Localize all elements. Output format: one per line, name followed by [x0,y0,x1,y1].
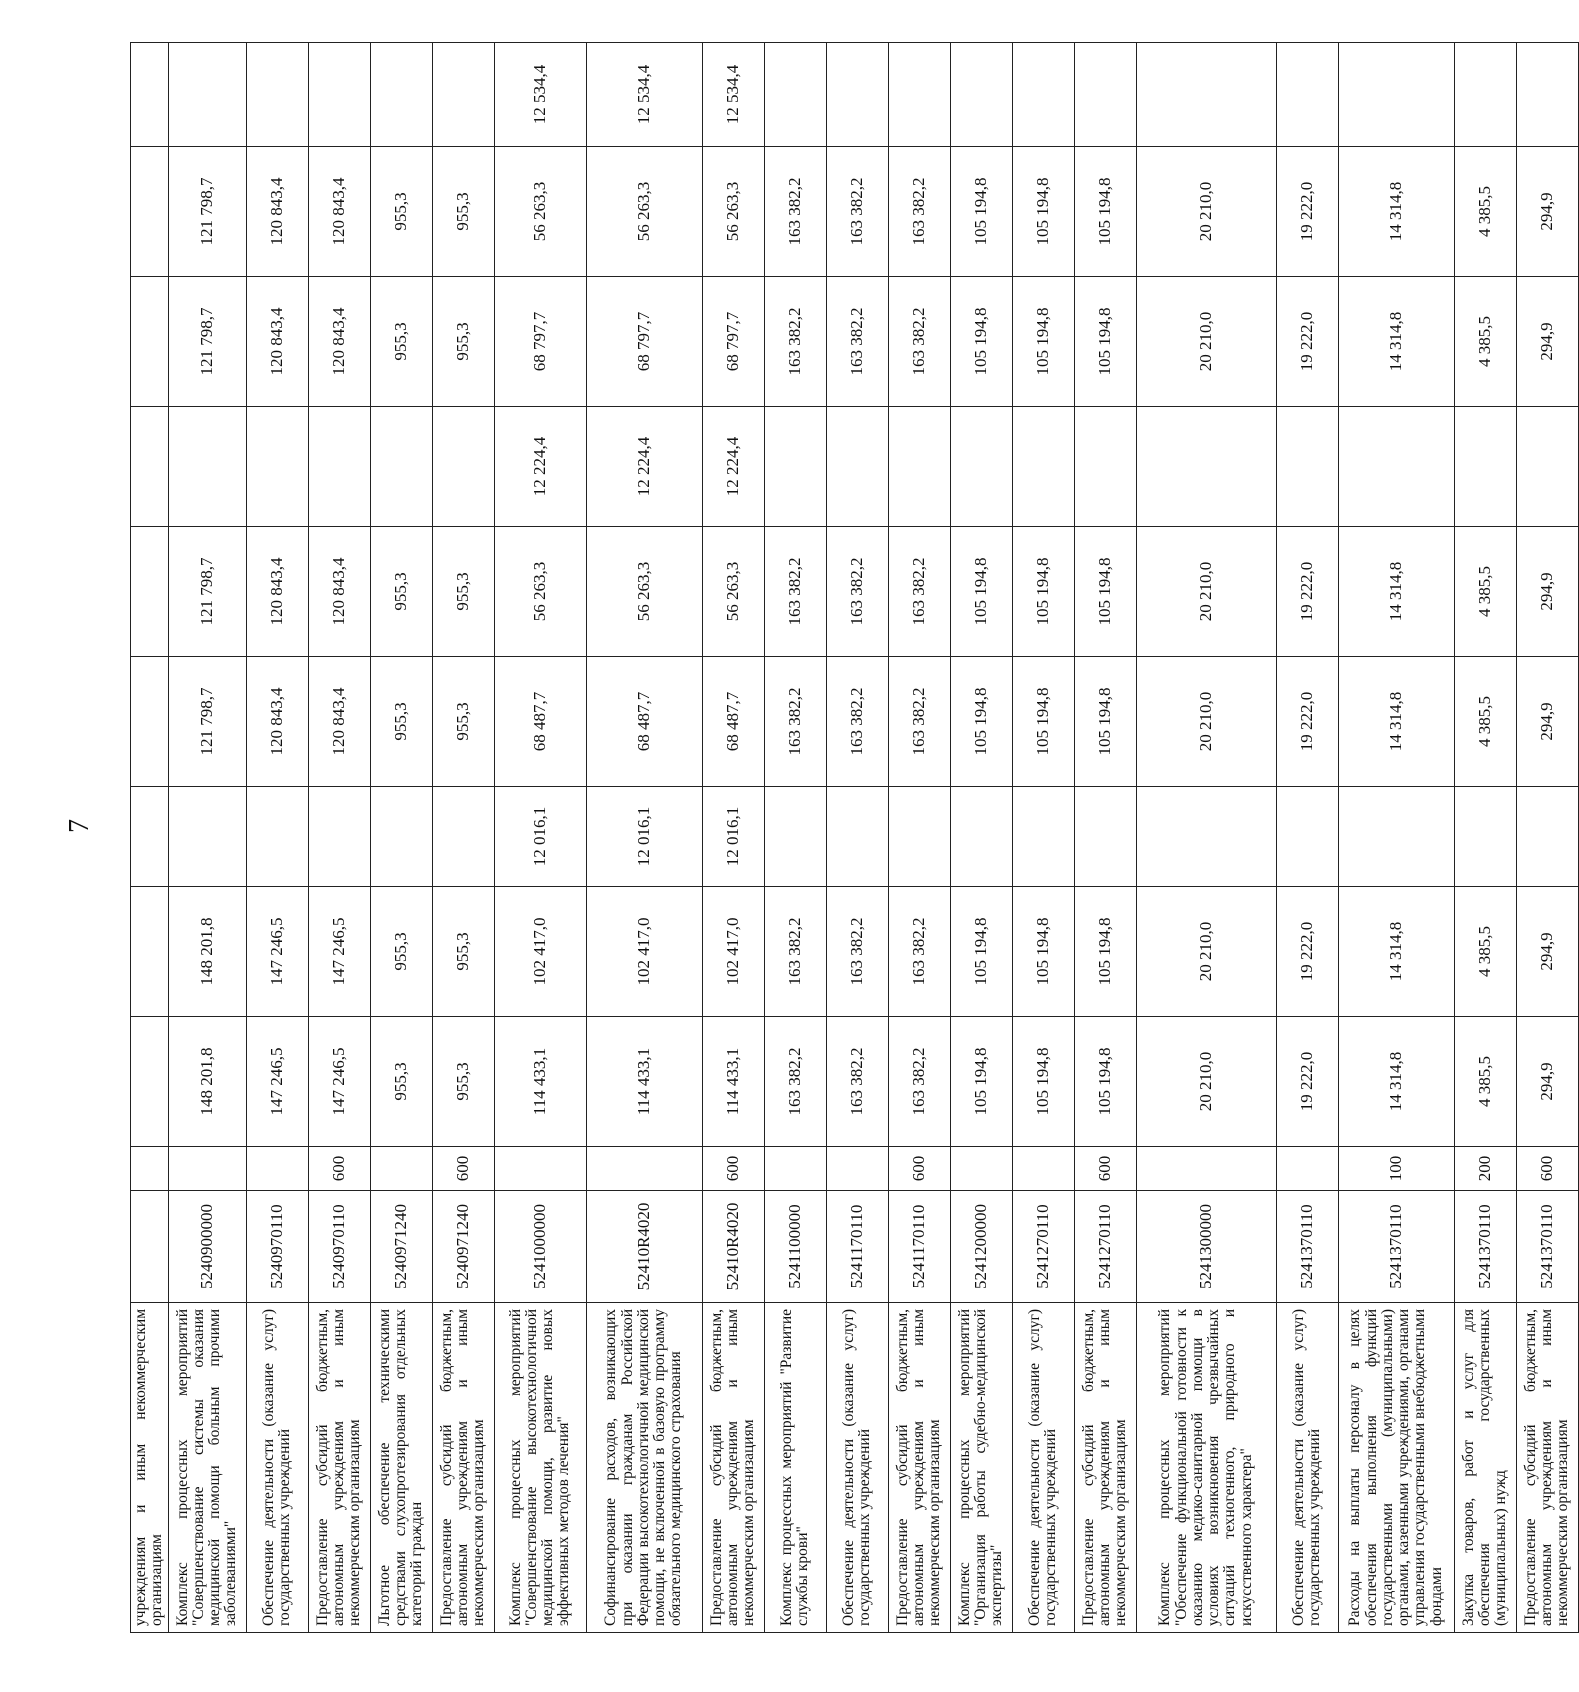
cell-c8: 120 843,4 [308,147,370,277]
cell-code: 5240971240 [432,1191,494,1303]
cell-code: 5240970110 [246,1191,308,1303]
cell-code: 5241300000 [1136,1191,1276,1303]
cell-c5: 955,3 [432,527,494,657]
cell-vr [168,1147,246,1191]
table-row [826,43,888,1633]
cell-c5: 294,9 [1516,527,1578,657]
cell-c2: 147 246,5 [246,887,308,1017]
budget-table [130,42,1579,1633]
cell-c3 [826,787,888,887]
cell-c5: 105 194,8 [950,527,1012,657]
cell-c1: 14 314,8 [1338,1017,1454,1147]
budget-table-frame [130,64,1572,1633]
cell-c3 [370,787,432,887]
cell-code: 5241100000 [764,1191,826,1303]
cell-c9 [1338,43,1454,147]
cell-c3 [131,787,169,887]
cell-c2 [131,887,169,1017]
cell-c7: 955,3 [432,277,494,407]
cell-c5: 14 314,8 [1338,527,1454,657]
cell-c1: 105 194,8 [1012,1017,1074,1147]
cell-c5: 105 194,8 [1012,527,1074,657]
cell-name: Обеспечение деятельности (оказание услуг) государственных учреждений [1012,1303,1074,1633]
cell-c1 [131,1017,169,1147]
cell-c8: 56 263,3 [586,147,702,277]
cell-c1: 163 382,2 [826,1017,888,1147]
cell-c3 [1454,787,1516,887]
cell-c6 [1136,407,1276,527]
cell-vr: 600 [888,1147,950,1191]
cell-c2: 105 194,8 [950,887,1012,1017]
cell-c7: 19 222,0 [1276,277,1338,407]
cell-c7: 68 797,7 [702,277,764,407]
cell-c4: 163 382,2 [764,657,826,787]
table-row [1012,43,1074,1633]
cell-c4: 105 194,8 [950,657,1012,787]
cell-c2: 148 201,8 [168,887,246,1017]
page-number: 7 [64,819,95,833]
cell-c2: 19 222,0 [1276,887,1338,1017]
cell-c9 [1012,43,1074,147]
cell-c3 [1074,787,1136,887]
cell-c6 [764,407,826,527]
cell-c3: 12 016,1 [494,787,586,887]
cell-c3 [308,787,370,887]
cell-c3 [1136,787,1276,887]
cell-c6 [1516,407,1578,527]
cell-c8: 105 194,8 [1012,147,1074,277]
cell-name: Комплекс процессных мероприятий "Совершенствование системы оказания медицинской помощи больным прочими заболеваниями" [168,1303,246,1633]
cell-vr [764,1147,826,1191]
table-row [308,43,370,1633]
cell-c5: 56 263,3 [702,527,764,657]
cell-name: Расходы на выплаты персоналу в целях обеспечения выполнения функций государственными (муниципальными) органами, казенными учреждениями, органами управления государственными внебюджетными фондами [1338,1303,1454,1633]
cell-c7: 14 314,8 [1338,277,1454,407]
cell-name: Софинансирование расходов, возникающих при оказании гражданам Российской Федерации высокотехнологичной медицинской помощи, не включенной в базовую программу обязательного медицинского страхования [586,1303,702,1633]
cell-c7: 68 797,7 [494,277,586,407]
cell-c2: 294,9 [1516,887,1578,1017]
cell-c2: 20 210,0 [1136,887,1276,1017]
cell-c1: 147 246,5 [308,1017,370,1147]
cell-vr [494,1147,586,1191]
cell-code: 5241370110 [1276,1191,1338,1303]
cell-c8: 4 385,5 [1454,147,1516,277]
cell-c4: 20 210,0 [1136,657,1276,787]
cell-c8: 163 382,2 [764,147,826,277]
cell-c1: 105 194,8 [950,1017,1012,1147]
cell-c4: 14 314,8 [1338,657,1454,787]
cell-c5: 56 263,3 [586,527,702,657]
cell-c4: 121 798,7 [168,657,246,787]
cell-c8: 14 314,8 [1338,147,1454,277]
cell-c2: 102 417,0 [586,887,702,1017]
cell-c8: 105 194,8 [1074,147,1136,277]
cell-c8 [131,147,169,277]
cell-c8: 20 210,0 [1136,147,1276,277]
cell-c5: 56 263,3 [494,527,586,657]
cell-c9 [826,43,888,147]
cell-name: Предоставление субсидий бюджетным, автономным учреждениям и иным некоммерческим организациям [432,1303,494,1633]
cell-c6 [308,407,370,527]
cell-c1: 955,3 [432,1017,494,1147]
cell-c4 [131,657,169,787]
cell-c1: 114 433,1 [586,1017,702,1147]
cell-c3: 12 016,1 [586,787,702,887]
cell-code: 5241370110 [1516,1191,1578,1303]
cell-vr: 600 [308,1147,370,1191]
cell-c3 [888,787,950,887]
cell-name: учреждениям и иным некоммерческим организациям [131,1303,169,1633]
cell-c2: 105 194,8 [1074,887,1136,1017]
cell-c1: 114 433,1 [702,1017,764,1147]
cell-c6 [1454,407,1516,527]
table-row [432,43,494,1633]
cell-c7: 105 194,8 [1012,277,1074,407]
cell-c5: 4 385,5 [1454,527,1516,657]
cell-c4: 163 382,2 [826,657,888,787]
cell-c7 [131,277,169,407]
cell-c1: 20 210,0 [1136,1017,1276,1147]
cell-c9 [1516,43,1578,147]
cell-c6: 12 224,4 [494,407,586,527]
cell-c8: 955,3 [432,147,494,277]
table-row [370,43,432,1633]
cell-vr: 600 [432,1147,494,1191]
cell-c7: 294,9 [1516,277,1578,407]
cell-c2: 163 382,2 [764,887,826,1017]
cell-name: Предоставление субсидий бюджетным, автономным учреждениям и иным некоммерческим организациям [702,1303,764,1633]
cell-c3 [764,787,826,887]
cell-c6 [432,407,494,527]
cell-c1: 163 382,2 [888,1017,950,1147]
cell-c9 [246,43,308,147]
cell-code [131,1191,169,1303]
table-row [168,43,246,1633]
cell-c4: 19 222,0 [1276,657,1338,787]
cell-c8: 56 263,3 [494,147,586,277]
cell-c6 [826,407,888,527]
cell-c7: 163 382,2 [764,277,826,407]
cell-c8: 294,9 [1516,147,1578,277]
cell-c9: 12 534,4 [586,43,702,147]
cell-name: Обеспечение деятельности (оказание услуг) государственных учреждений [246,1303,308,1633]
table-body [131,43,1579,1633]
table-row [1338,43,1454,1633]
cell-c1: 294,9 [1516,1017,1578,1147]
cell-vr [950,1147,1012,1191]
cell-c5: 163 382,2 [826,527,888,657]
cell-code: 5240900000 [168,1191,246,1303]
cell-vr [246,1147,308,1191]
cell-c9 [950,43,1012,147]
cell-c2: 955,3 [370,887,432,1017]
table-row [131,43,169,1633]
cell-vr [1276,1147,1338,1191]
cell-c9 [432,43,494,147]
cell-c7: 105 194,8 [1074,277,1136,407]
cell-code: 5240971240 [370,1191,432,1303]
cell-c5: 19 222,0 [1276,527,1338,657]
table-row [1074,43,1136,1633]
cell-c8: 56 263,3 [702,147,764,277]
cell-c8: 105 194,8 [950,147,1012,277]
cell-vr: 600 [1516,1147,1578,1191]
cell-c4: 68 487,7 [702,657,764,787]
cell-name: Комплекс процессных мероприятий "Развитие службы крови" [764,1303,826,1633]
cell-c1: 147 246,5 [246,1017,308,1147]
cell-c1: 955,3 [370,1017,432,1147]
cell-c1: 163 382,2 [764,1017,826,1147]
cell-c7: 163 382,2 [888,277,950,407]
cell-c5: 121 798,7 [168,527,246,657]
cell-c8: 120 843,4 [246,147,308,277]
cell-c2: 4 385,5 [1454,887,1516,1017]
cell-vr [370,1147,432,1191]
cell-c3 [246,787,308,887]
cell-vr [1136,1147,1276,1191]
cell-c8: 955,3 [370,147,432,277]
cell-c3 [1276,787,1338,887]
cell-c5: 120 843,4 [246,527,308,657]
cell-vr [826,1147,888,1191]
cell-c2: 955,3 [432,887,494,1017]
cell-c4: 163 382,2 [888,657,950,787]
cell-name: Предоставление субсидий бюджетным, автономным учреждениям и иным некоммерческим организациям [308,1303,370,1633]
cell-c3 [1012,787,1074,887]
cell-name: Льготное обеспечение техническими средствами слухопротезирования отдельных категорий граждан [370,1303,432,1633]
cell-c7: 163 382,2 [826,277,888,407]
cell-code: 5241370110 [1454,1191,1516,1303]
cell-c9: 12 534,4 [702,43,764,147]
cell-name: Предоставление субсидий бюджетным, автономным учреждениям и иным некоммерческим организациям [888,1303,950,1633]
cell-c3: 12 016,1 [702,787,764,887]
cell-c7: 4 385,5 [1454,277,1516,407]
table-row [586,43,702,1633]
cell-c3 [168,787,246,887]
cell-c4: 105 194,8 [1074,657,1136,787]
cell-c6: 12 224,4 [702,407,764,527]
cell-c4: 120 843,4 [246,657,308,787]
cell-c4: 955,3 [370,657,432,787]
cell-c7: 20 210,0 [1136,277,1276,407]
cell-c6 [950,407,1012,527]
cell-c1: 148 201,8 [168,1017,246,1147]
cell-c5: 120 843,4 [308,527,370,657]
table-row [888,43,950,1633]
cell-c2: 147 246,5 [308,887,370,1017]
cell-c7: 120 843,4 [308,277,370,407]
cell-name: Обеспечение деятельности (оказание услуг) государственных учреждений [1276,1303,1338,1633]
cell-c8: 19 222,0 [1276,147,1338,277]
table-row [764,43,826,1633]
cell-c4: 68 487,7 [494,657,586,787]
cell-c4: 955,3 [432,657,494,787]
cell-c2: 105 194,8 [1012,887,1074,1017]
table-row [1454,43,1516,1633]
cell-c7: 120 843,4 [246,277,308,407]
cell-code: 5241170110 [826,1191,888,1303]
cell-c6 [1074,407,1136,527]
cell-vr [131,1147,169,1191]
cell-c3 [1516,787,1578,887]
cell-c8: 121 798,7 [168,147,246,277]
cell-c9 [1136,43,1276,147]
table-row [1276,43,1338,1633]
cell-c2: 102 417,0 [494,887,586,1017]
table-row [950,43,1012,1633]
cell-code: 5241270110 [1074,1191,1136,1303]
cell-name: Закупка товаров, работ и услуг для обеспечения государственных (муниципальных) нужд [1454,1303,1516,1633]
cell-c9 [131,43,169,147]
cell-c9: 12 534,4 [494,43,586,147]
cell-vr: 600 [1074,1147,1136,1191]
cell-vr [586,1147,702,1191]
cell-c1: 4 385,5 [1454,1017,1516,1147]
cell-code: 5241000000 [494,1191,586,1303]
cell-vr: 200 [1454,1147,1516,1191]
cell-c3 [1338,787,1454,887]
cell-c2: 102 417,0 [702,887,764,1017]
cell-c2: 163 382,2 [826,887,888,1017]
cell-c6 [246,407,308,527]
cell-c2: 14 314,8 [1338,887,1454,1017]
cell-c1: 105 194,8 [1074,1017,1136,1147]
cell-c5 [131,527,169,657]
cell-code: 5241270110 [1012,1191,1074,1303]
table-row [702,43,764,1633]
cell-c1: 114 433,1 [494,1017,586,1147]
cell-code: 52410R4020 [586,1191,702,1303]
cell-c6 [168,407,246,527]
cell-c7: 68 797,7 [586,277,702,407]
cell-c9 [370,43,432,147]
cell-c6 [370,407,432,527]
cell-vr: 600 [702,1147,764,1191]
cell-code: 5240970110 [308,1191,370,1303]
cell-c4: 4 385,5 [1454,657,1516,787]
cell-c6 [888,407,950,527]
cell-c5: 20 210,0 [1136,527,1276,657]
cell-vr [1012,1147,1074,1191]
cell-c8: 163 382,2 [888,147,950,277]
cell-code: 5241200000 [950,1191,1012,1303]
cell-c9 [888,43,950,147]
cell-c9 [1074,43,1136,147]
cell-c4: 68 487,7 [586,657,702,787]
cell-c5: 163 382,2 [888,527,950,657]
cell-c7: 955,3 [370,277,432,407]
cell-name: Комплекс процессных мероприятий "Организация работы судебно-медицинской экспертизы" [950,1303,1012,1633]
cell-name: Предоставление субсидий бюджетным, автономным учреждениям и иным некоммерческим организациям [1074,1303,1136,1633]
table-row [1136,43,1276,1633]
cell-code: 52410R4020 [702,1191,764,1303]
cell-c3 [950,787,1012,887]
cell-c4: 294,9 [1516,657,1578,787]
cell-c6 [131,407,169,527]
cell-c5: 105 194,8 [1074,527,1136,657]
cell-c7: 121 798,7 [168,277,246,407]
cell-name: Комплекс процессных мероприятий "Совершенствование высокотехнологичной медицинской помощи, развитие новых эффективных методов лечения" [494,1303,586,1633]
cell-vr: 100 [1338,1147,1454,1191]
cell-c6 [1276,407,1338,527]
cell-name: Обеспечение деятельности (оказание услуг) государственных учреждений [826,1303,888,1633]
cell-c7: 105 194,8 [950,277,1012,407]
cell-c5: 163 382,2 [764,527,826,657]
table-row [1516,43,1578,1633]
table-row [494,43,586,1633]
cell-c9 [1454,43,1516,147]
cell-c5: 955,3 [370,527,432,657]
cell-c6: 12 224,4 [586,407,702,527]
cell-c4: 105 194,8 [1012,657,1074,787]
cell-c1: 19 222,0 [1276,1017,1338,1147]
cell-c9 [1276,43,1338,147]
cell-c3 [432,787,494,887]
cell-c4: 120 843,4 [308,657,370,787]
cell-c9 [764,43,826,147]
cell-c2: 163 382,2 [888,887,950,1017]
cell-name: Комплекс процессных мероприятий "Обеспечение функциональной готовности к оказанию медико-санитарной помощи в условиях возникновения чрезвычайных ситуаций техногенного, природного и искусственного характера" [1136,1303,1276,1633]
cell-c6 [1012,407,1074,527]
cell-c8: 163 382,2 [826,147,888,277]
cell-code: 5241170110 [888,1191,950,1303]
cell-c9 [168,43,246,147]
cell-name: Предоставление субсидий бюджетным, автономным учреждениям и иным некоммерческим организациям [1516,1303,1578,1633]
table-row [246,43,308,1633]
cell-c9 [308,43,370,147]
cell-code: 5241370110 [1338,1191,1454,1303]
cell-c6 [1338,407,1454,527]
